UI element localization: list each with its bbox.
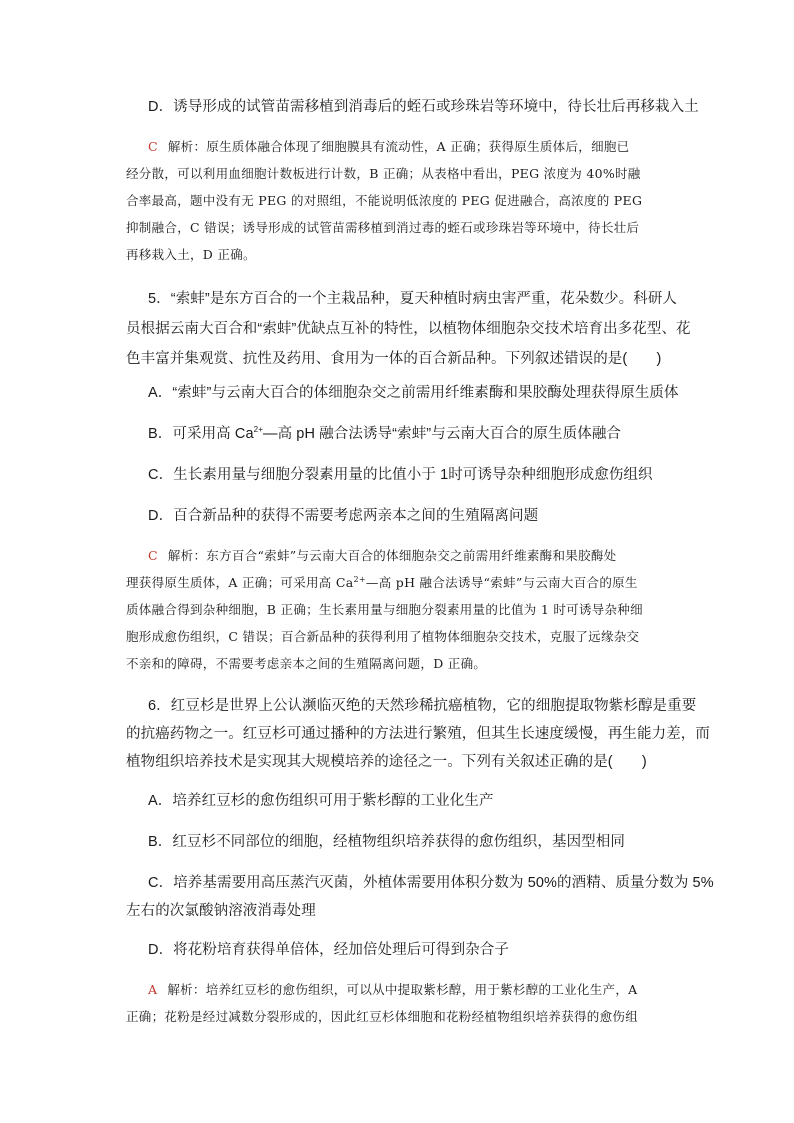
q6-answer: A bbox=[148, 982, 158, 997]
q4-answer: C bbox=[148, 139, 158, 154]
q4-explanation-label: 解析： bbox=[167, 139, 207, 154]
q6-stem-line-2: 的抗癌药物之一。红豆杉可通过播种的方法进行繁殖，但其生长速度缓慢，再生能力差，而 bbox=[126, 726, 710, 742]
q5-explanation-line-5: 不亲和的障碍，不需要考虑亲本之间的生殖隔离问题，D 正确。 bbox=[126, 656, 487, 671]
q6-option-a: A．培养红豆杉的愈伤组织可用于紫杉醇的工业化生产 bbox=[148, 793, 494, 809]
q6-option-c-line-1: C．培养基需要用高压蒸汽灭菌，外植体需要用体积分数为 50%的酒精、质量分数为 5% bbox=[148, 875, 714, 891]
q4-explanation-line-2: 经分散，可以利用血细胞计数板进行计数，B 正确；从表格中看出，PEG 浓度为 40%时融 bbox=[126, 166, 641, 181]
q6-explanation-line-2: 正确；花粉是经过减数分裂形成的，因此红豆杉体细胞和花粉经植物组织培养获得的愈伤组 bbox=[126, 1009, 639, 1024]
q4-explanation-line-4: 抑制融合，C 错误；诱导形成的试管苗需移植到消过毒的蛭石或珍珠岩等环境中，待长壮后 bbox=[126, 220, 640, 235]
q4-option-d: D．诱导形成的试管苗需移植到消毒后的蛭石或珍珠岩等环境中，待长壮后再移栽入土 bbox=[148, 99, 699, 115]
q6-stem-line-3: 植物组织培养技术是实现其大规模培养的途径之一。下列有关叙述正确的是( ) bbox=[126, 754, 647, 770]
q5-option-a: A．“索蚌”与云南大百合的体细胞杂交之前需用纤维素酶和果胶酶处理获得原生质体 bbox=[148, 385, 679, 401]
q4-explanation-line-3: 合率最高，题中没有无 PEG 的对照组，不能说明低浓度的 PEG 促进融合，高浓度的 PEG bbox=[126, 193, 643, 208]
q5-option-c: C．生长素用量与细胞分裂素用量的比值小于 1时可诱导杂种细胞形成愈伤组织 bbox=[148, 467, 653, 483]
q5-answer: C bbox=[148, 548, 158, 563]
q5-explanation-line-1: C 解析：东方百合“索蚌”与云南大百合的体细胞杂交之前需用纤维素酶和果胶酶处 bbox=[148, 548, 617, 563]
q6-explanation-label: 解析： bbox=[167, 982, 206, 997]
q5-explanation-line-3: 质体融合得到杂种细胞，B 正确；生长素用量与细胞分裂素用量的比值为 1 时可诱导杂种细 bbox=[126, 602, 643, 617]
q6-explanation-line-1: A 解析：培养红豆杉的愈伤组织，可以从中提取紫杉醇，用于紫杉醇的工业化生产，A bbox=[148, 982, 638, 997]
q5-stem-line-3: 色丰富并集观赏、抗性及药用、食用为一体的百合新品种。下列叙述错误的是( ) bbox=[126, 351, 662, 367]
q6-option-c-line-2: 左右的次氯酸钠溶液消毒处理 bbox=[126, 903, 316, 919]
q5-option-b: B．可采用高 $Ca^{2+}—$高 pH 融合法诱导“索蚌”与云南大百合的原生质体融合 bbox=[148, 425, 622, 442]
q5-stem-line-1: 5．“索蚌”是东方百合的一个主栽品种，夏天种植时病虫害严重，花朵数少。科研人 bbox=[148, 291, 678, 307]
q6-stem-line-1: 6．红豆杉是世界上公认濒临灭绝的天然珍稀抗癌植物，它的细胞提取物紫杉醇是重要 bbox=[148, 698, 697, 714]
q4-explanation-line-5: 再移栽入土，D 正确。 bbox=[126, 247, 256, 262]
q5-explanation-line-2: 理获得原生质体，A 正确；可采用高 $Ca^{2+}—$高 pH 融合法诱导“索蚌”与云南大百合的原生 bbox=[126, 574, 638, 590]
q5-option-d: D．百合新品种的获得不需要考虑两亲本之间的生殖隔离问题 bbox=[148, 508, 539, 524]
q5-explanation-line-4: 胞形成愈伤组织，C 错误；百合新品种的获得利用了植物体细胞杂交技术，克服了远缘杂交 bbox=[126, 629, 640, 644]
q6-option-b: B．红豆杉不同部位的细胞，经植物组织培养获得的愈伤组织，基因型相同 bbox=[148, 834, 625, 850]
q4-explanation-line-1: C 解析：原生质体融合体现了细胞膜具有流动性，A 正确；获得原生质体后，细胞已 bbox=[148, 139, 630, 154]
q6-option-d: D．将花粉培育获得单倍体，经加倍处理后可得到杂合子 bbox=[148, 942, 509, 958]
q5-explanation-label: 解析： bbox=[167, 548, 207, 563]
q5-stem-line-2: 员根据云南大百合和“索蚌”优缺点互补的特性，以植物体细胞杂交技术培育出多花型、花 bbox=[126, 321, 691, 337]
